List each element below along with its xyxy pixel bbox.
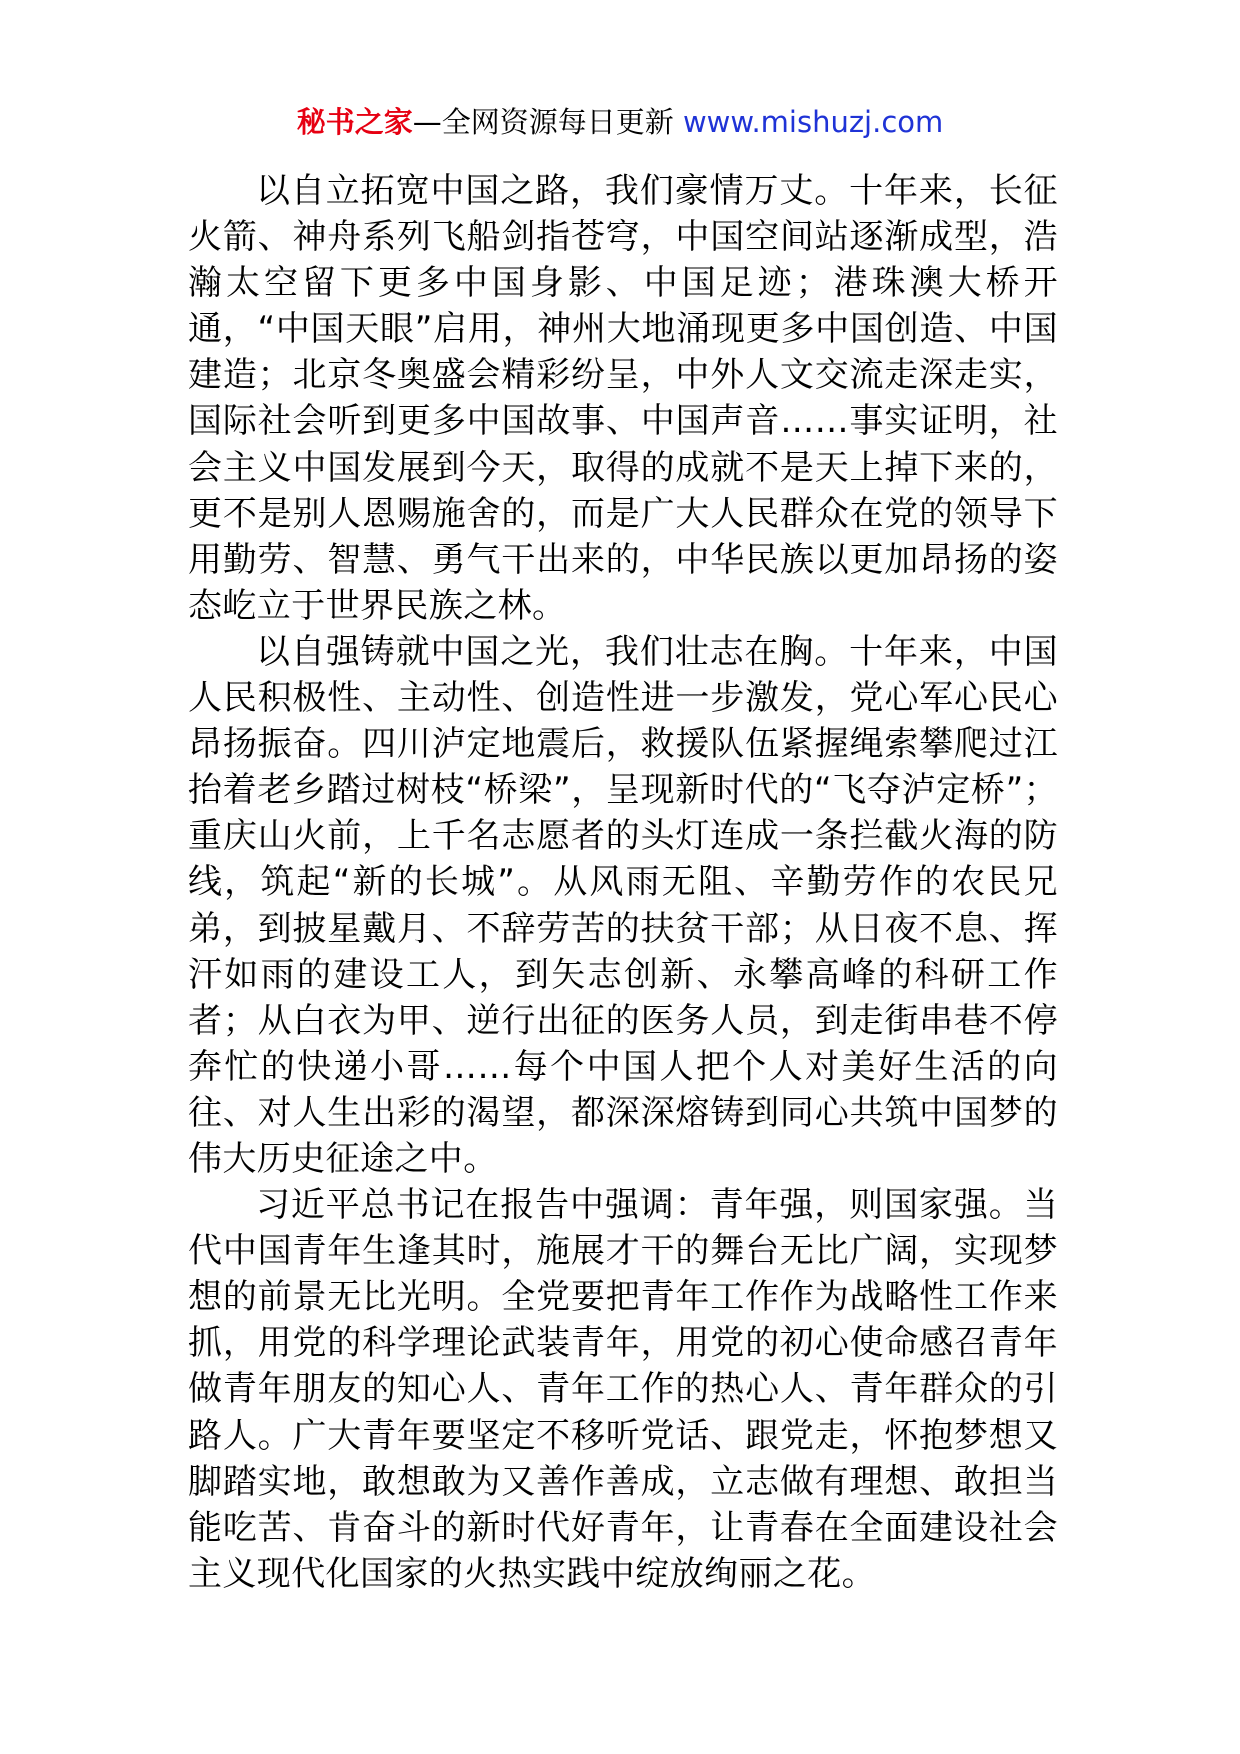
- paragraph-2: 以自强铸就中国之光，我们壮志在胸。十年来，中国人民积极性、主动性、创造性进一步激发，党心军心民心昂扬振奋。四川泸定地震后，救援队伍紧握绳索攀爬过江抬着老乡踏过树枝“桥梁”，呈现新时代的“飞夺泸定桥”；重庆山火前，上千名志愿者的头灯连成一条拦截火海的防线，筑起“新的长城”。从风雨无阻、辛勤劳作的农民兄弟，到披星戴月、不辞劳苦的扶贫干部；从日夜不息、挥汗如雨的建设工人，到矢志创新、永攀高峰的科研工作者；从白衣为甲、逆行出征的医务人员，到走街串巷不停奔忙的快递小哥……每个中国人把个人对美好生活的向往、对人生出彩的渴望，都深深熔铸到同心共筑中国梦的伟大历史征途之中。: [188, 631, 1058, 1179]
- brand-name: 秘书之家: [296, 105, 413, 139]
- paragraph-3: 习近平总书记在报告中强调：青年强，则国家强。当代中国青年生逢其时，施展才干的舞台无比广阔，实现梦想的前景无比光明。全党要把青年工作作为战略性工作来抓，用党的科学理论武装青年，用党的初心使命感召青年做青年朋友的知心人、青年工作的热心人、青年群众的引路人。广大青年要坚定不移听党话、跟党走，怀抱梦想又脚踏实地，敢想敢为又善作善成，立志做有理想、敢担当能吃苦、肯奋斗的新时代好青年，让青春在全面建设社会主义现代化国家的火热实践中绽放绚丽之花。: [188, 1185, 1058, 1594]
- header-tagline: —全网资源每日更新: [412, 105, 683, 139]
- page-header: [0, 100, 1240, 144]
- document-body: [188, 168, 1058, 1597]
- paragraph-1: 以自立拓宽中国之路，我们豪情万丈。十年来，长征火箭、神舟系列飞船剑指苍穹，中国空间站逐渐成型，浩瀚太空留下更多中国身影、中国足迹；港珠澳大桥开通，“中国天眼”启用，神州大地涌现更多中国创造、中国建造；北京冬奥盛会精彩纷呈，中外人文交流走深走实，国际社会听到更多中国故事、中国声音……事实证明，社会主义中国发展到今天，取得的成就不是天上掉下来的，更不是别人恩赐施舍的，而是广大人民群众在党的领导下用勤劳、智慧、勇气干出来的，中华民族以更加昂扬的姿态屹立于世界民族之林。: [188, 171, 1058, 626]
- site-url-link[interactable]: www.mishuzj.com: [682, 105, 944, 139]
